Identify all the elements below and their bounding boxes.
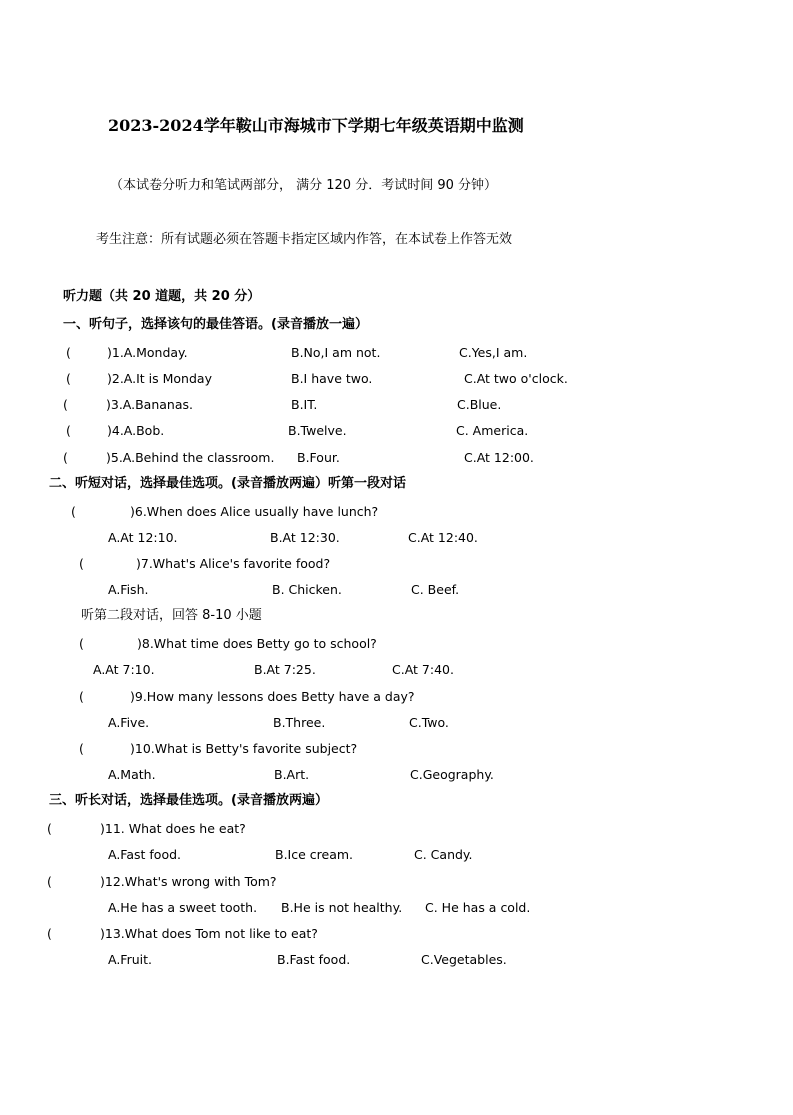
page-title: 2023-2024学年鞍山市海城市下学期七年级英语期中监测 <box>108 116 524 135</box>
option-b: B.Ice cream. <box>275 847 354 862</box>
question-stem: )3.A.Bananas. <box>106 397 193 412</box>
question-stem: )7.What's Alice's favorite food? <box>136 556 331 571</box>
question-stem: )9.How many lessons does Betty have a day? <box>130 689 415 704</box>
answer-paren[interactable]: ( <box>63 397 68 412</box>
option-b: B.At 12:30. <box>270 530 340 545</box>
option-c: C. Candy. <box>414 847 473 862</box>
answer-paren[interactable]: ( <box>66 423 71 438</box>
answer-paren[interactable]: ( <box>71 504 76 519</box>
part2-heading: 二、听短对话，选择最佳选项。(录音播放两遍）听第一段对话 <box>49 476 406 491</box>
part1-heading: 一、听句子，选择该句的最佳答语。(录音播放一遍） <box>63 317 368 332</box>
question-stem: )2.A.It is Monday <box>107 371 212 386</box>
part2-sub-heading: 听第二段对话，回答 8-10 小题 <box>81 608 262 623</box>
option-b: B.IT. <box>291 397 318 412</box>
answer-paren[interactable]: ( <box>66 345 71 360</box>
answer-paren[interactable]: ( <box>63 450 68 465</box>
option-c: C.At 12:00. <box>464 450 534 465</box>
listening-header: 听力题（共 20 道题，共 20 分） <box>63 289 261 304</box>
option-a: A.At 7:10. <box>93 662 155 677</box>
option-c: C.Blue. <box>457 397 502 412</box>
question-stem: )4.A.Bob. <box>107 423 165 438</box>
option-b: B.Art. <box>274 767 310 782</box>
answer-paren[interactable]: ( <box>79 556 84 571</box>
option-c: C.Two. <box>409 715 449 730</box>
answer-paren[interactable]: ( <box>79 689 84 704</box>
exam-info: （本试卷分听力和笔试两部分， 满分 120 分．考试时间 90 分钟） <box>110 178 498 193</box>
exam-notice: 考生注意：所有试题必须在答题卡指定区域内作答，在本试卷上作答无效 <box>96 232 513 247</box>
option-c: C. America. <box>456 423 529 438</box>
option-c: C.At 12:40. <box>408 530 478 545</box>
option-c: C. Beef. <box>411 582 460 597</box>
option-a: A.At 12:10. <box>108 530 178 545</box>
option-a: A.Fish. <box>108 582 149 597</box>
question-stem: )1.A.Monday. <box>107 345 188 360</box>
option-b: B.Three. <box>273 715 326 730</box>
option-c: C.At two o'clock. <box>464 371 568 386</box>
option-c: C.Yes,I am. <box>459 345 528 360</box>
question-stem: )12.What's wrong with Tom? <box>100 874 277 889</box>
option-b: B.He is not healthy. <box>281 900 403 915</box>
option-a: A.He has a sweet tooth. <box>108 900 258 915</box>
answer-paren[interactable]: ( <box>47 821 52 836</box>
part3-heading: 三、听长对话，选择最佳选项。(录音播放两遍） <box>49 793 328 808</box>
option-c: C. He has a cold. <box>425 900 531 915</box>
option-a: A.Five. <box>108 715 150 730</box>
question-stem: )6.When does Alice usually have lunch? <box>130 504 379 519</box>
option-b: B.Four. <box>297 450 340 465</box>
option-b: B. Chicken. <box>272 582 342 597</box>
answer-paren[interactable]: ( <box>79 741 84 756</box>
option-c: C.At 7:40. <box>392 662 454 677</box>
option-c: C.Geography. <box>410 767 494 782</box>
answer-paren[interactable]: ( <box>66 371 71 386</box>
question-stem: )5.A.Behind the classroom. <box>106 450 275 465</box>
question-stem: )10.What is Betty's favorite subject? <box>130 741 358 756</box>
option-b: B.Twelve. <box>288 423 347 438</box>
option-a: A.Math. <box>108 767 156 782</box>
question-stem: )13.What does Tom not like to eat? <box>100 926 318 941</box>
option-b: B.At 7:25. <box>254 662 316 677</box>
question-stem: )11. What does he eat? <box>100 821 246 836</box>
option-b: B.I have two. <box>291 371 373 386</box>
answer-paren[interactable]: ( <box>47 926 52 941</box>
option-a: A.Fast food. <box>108 847 181 862</box>
option-c: C.Vegetables. <box>421 952 507 967</box>
question-stem: )8.What time does Betty go to school? <box>137 636 377 651</box>
option-b: B.Fast food. <box>277 952 351 967</box>
answer-paren[interactable]: ( <box>79 636 84 651</box>
answer-paren[interactable]: ( <box>47 874 52 889</box>
option-b: B.No,I am not. <box>291 345 381 360</box>
option-a: A.Fruit. <box>108 952 152 967</box>
